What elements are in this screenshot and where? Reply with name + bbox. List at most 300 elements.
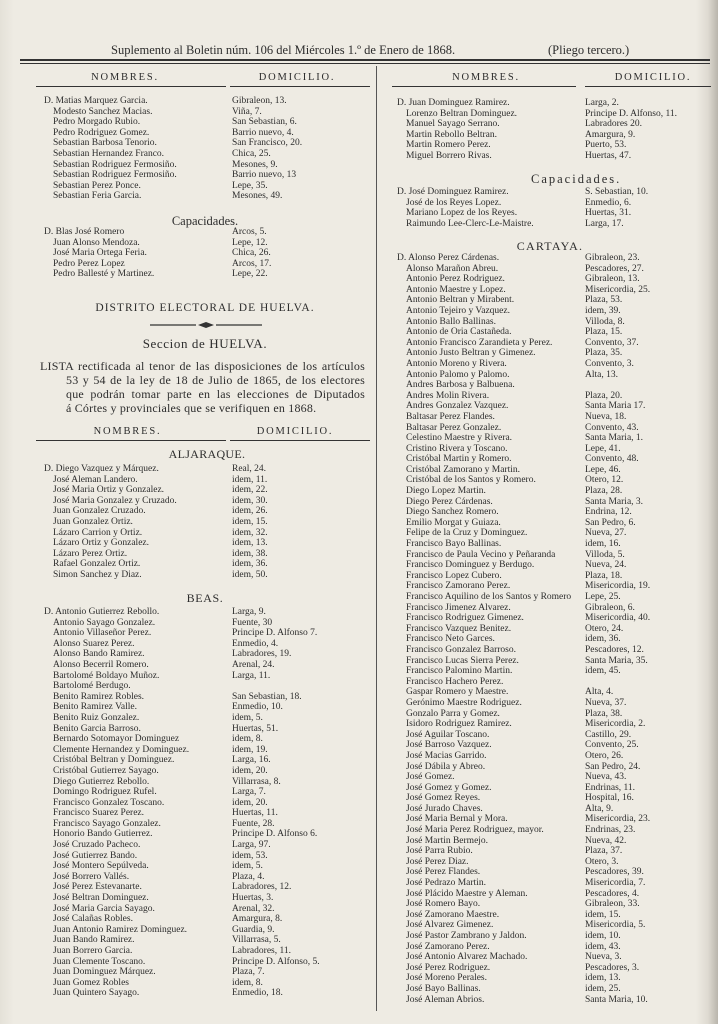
elector-domicile: San Pedro, 6. <box>585 517 636 528</box>
elector-row <box>44 238 362 249</box>
elector-name: Andres Molin Rivera. <box>406 390 490 401</box>
elector-domicile: idem, 22. <box>232 485 268 496</box>
right-domicile-header: DOMICILIO. <box>614 72 692 83</box>
elector-domicile: idem, 43. <box>585 941 621 952</box>
elector-row <box>44 181 362 192</box>
elector-domicile: Huertas, 51. <box>232 723 279 734</box>
elector-domicile: Labradores, 11. <box>232 946 291 956</box>
elector-domicile: Larga, 2. <box>585 98 619 108</box>
elector-domicile: Nueva, 18. <box>585 411 627 422</box>
elector-name: Francisco Zamorano Perez. <box>406 581 511 592</box>
elector-domicile: Principe D. Alfonso, 11. <box>585 108 678 119</box>
left-capacidades-list <box>44 227 362 280</box>
elector-name: José Zamorano Perez. <box>406 941 490 952</box>
elector-name: José Alvarez Gimenez. <box>406 920 494 931</box>
elector-row <box>397 359 715 370</box>
elector-name: Antonio Ballo Ballinas. <box>406 316 496 327</box>
elector-row <box>44 904 362 915</box>
elector-name: Antonio de Oria Castañeda. <box>406 327 512 338</box>
right-names-header-rule <box>392 86 576 87</box>
elector-name: Juan Gomez Robles <box>53 977 129 988</box>
elector-name: Benito Ramirez Robles. <box>53 691 145 702</box>
elector-row <box>397 253 715 264</box>
elector-domicile: idem, 16. <box>585 539 621 550</box>
elector-name: Cristóbal Martin y Romero. <box>406 454 512 465</box>
elector-name: Cristino Rivera y Toscano. <box>406 443 508 454</box>
elector-domicile: Endrina, 12. <box>585 507 632 518</box>
elector-row <box>44 485 362 496</box>
elector-name: Clemente Hernandez y Dominguez. <box>53 744 190 755</box>
elector-row <box>397 219 715 230</box>
elector-name: Cristóbal Zamorano y Martin. <box>406 464 520 475</box>
elector-domicile: Huertas, 31. <box>585 208 632 219</box>
elector-row <box>397 391 715 402</box>
elector-row <box>397 198 715 209</box>
elector-domicile: Larga, 7. <box>232 787 266 798</box>
elector-row <box>397 677 715 688</box>
elector-name: Antonio Maestre y Lopez. <box>406 284 506 295</box>
elector-row <box>397 793 715 804</box>
elector-name: Baltasar Perez Gonzalez. <box>406 422 502 433</box>
elector-row <box>397 878 715 889</box>
elector-row <box>44 745 362 756</box>
elector-row <box>397 867 715 878</box>
elector-domicile: Misericordia, 7. <box>585 878 646 889</box>
elector-row <box>397 317 715 328</box>
elector-domicile: idem, 8. <box>232 734 263 745</box>
elector-row <box>44 96 362 107</box>
elector-domicile: Lepe, 25. <box>585 592 621 602</box>
elector-row <box>397 119 715 130</box>
elector-name: Juan Dominguez Márquez. <box>53 967 156 978</box>
elector-name: Francisco Lucas Sierra Perez. <box>406 655 519 666</box>
elector-domicile: idem, 13. <box>585 973 621 984</box>
elector-row <box>397 539 715 550</box>
elector-domicile: Labradores, 12. <box>232 882 292 893</box>
elector-row <box>44 946 362 957</box>
elector-row <box>397 814 715 825</box>
elector-name: Diego Perez Cárdenas. <box>406 496 493 507</box>
elector-row <box>44 248 362 259</box>
elector-domicile: Plaza, 18. <box>585 570 623 581</box>
elector-name: José Perez Estevanarte. <box>53 882 142 893</box>
elector-row <box>397 518 715 529</box>
elector-name: Antonio Palomo y Palomo. <box>406 369 510 380</box>
elector-row <box>397 130 715 141</box>
left-names-header-rule <box>36 86 226 87</box>
elector-domicile: Endrinas, 23. <box>585 825 636 836</box>
elector-name: Francisco Jimenez Alvarez. <box>406 602 511 613</box>
elector-domicile: Guardia, 9. <box>232 924 275 935</box>
elector-row <box>397 264 715 275</box>
elector-domicile: Hospital, 16. <box>585 793 634 804</box>
elector-name: Domingo Rodriguez Rufel. <box>53 787 157 798</box>
elector-name: Martin Romero Perez. <box>406 140 491 151</box>
elector-row <box>44 517 362 528</box>
elector-domicile: idem, 19. <box>232 744 268 755</box>
elector-domicile: Otero, 3. <box>585 856 619 867</box>
elector-name: Francisco Hachero Perez. <box>406 676 504 687</box>
elector-name: Lorenzo Beltran Dominguez. <box>406 108 518 119</box>
elector-row <box>44 671 362 682</box>
elector-domicile: Chica, 25. <box>232 148 271 159</box>
elector-domicile: Larga, 11. <box>232 670 271 681</box>
elector-domicile: Larga, 17. <box>585 218 624 229</box>
elector-name: Lázaro Perez Ortiz. <box>53 548 128 559</box>
elector-domicile: Misericordia, 23. <box>585 814 651 825</box>
elector-row <box>44 829 362 840</box>
elector-domicile: idem, 45. <box>585 666 621 677</box>
elector-name: Gaspar Romero y Maestre. <box>406 687 509 698</box>
elector-row <box>397 528 715 539</box>
elector-name: Mariano Lopez de los Reyes. <box>406 208 518 219</box>
elector-row <box>44 734 362 745</box>
elector-name: Antonio Villaseñor Perez. <box>53 628 152 639</box>
elector-domicile: Lepe, 35. <box>232 180 268 191</box>
elector-domicile: Gibraleon, 23. <box>585 253 640 263</box>
elector-name: Cristóbal de los Santos y Romero. <box>406 475 536 486</box>
elector-name: José Pedrazo Martin. <box>406 878 486 889</box>
elector-domicile: Gibraleon, 13. <box>585 274 640 285</box>
elector-name: Rafael Gonzalez Ortiz. <box>53 559 141 570</box>
elector-name: Modesto Sanchez Macias. <box>53 106 153 117</box>
elector-row <box>44 570 362 581</box>
elector-name: Emilio Morgat y Guiaza. <box>406 517 501 528</box>
elector-row <box>397 825 715 836</box>
elector-name: Pedro Rodriguez Gomez. <box>53 127 150 138</box>
elector-name: Antonio Sayago Gonzalez. <box>53 617 156 628</box>
cartaya-title: CARTAYA. <box>516 239 584 253</box>
elector-row <box>44 559 362 570</box>
elector-domicile: idem, 5. <box>232 712 263 723</box>
elector-name: Sebastian Perez Ponce. <box>53 180 141 191</box>
elector-name: D. José Dominguez Ramirez. <box>397 187 509 197</box>
elector-domicile: Convento, 48. <box>585 454 639 465</box>
elector-row <box>397 963 715 974</box>
elector-name: Lázaro Ortiz y Gonzalez. <box>53 538 150 549</box>
elector-name: Francisco Neto Garces. <box>406 634 495 645</box>
elector-row <box>44 893 362 904</box>
elector-name: Benito Ramirez Valle. <box>53 702 137 713</box>
elector-name: Sebastian Rodriguez Fermosiño. <box>53 170 177 181</box>
beas-title: BEAS. <box>186 591 224 605</box>
elector-row <box>44 170 362 181</box>
elector-row <box>397 507 715 518</box>
left-domicile-header-2: DOMICILIO. <box>256 426 334 437</box>
elector-name: José Martin Bermejo. <box>406 835 489 846</box>
left-capacidades-title: Capacidades. <box>171 214 239 228</box>
elector-name: Cristóbal Beltran y Dominguez. <box>53 755 175 766</box>
elector-domicile: Villarrasa, 8. <box>232 776 281 787</box>
elector-name: D. Alonso Perez Cárdenas. <box>397 253 500 263</box>
elector-name: Juan Gonzalez Ortiz. <box>53 516 133 527</box>
elector-name: Juan Antonio Ramirez Dominguez. <box>53 924 188 935</box>
elector-name: Gonzalo Parra y Gomez. <box>406 708 500 719</box>
elector-row <box>397 412 715 423</box>
elector-name: Francisco Suarez Perez. <box>53 808 145 819</box>
ornament-rule <box>150 321 262 329</box>
elector-name: Raimundo Lee-Clerc-Le-Maistre. <box>406 218 534 229</box>
left-electors-list <box>44 96 362 202</box>
elector-domicile: Pescadores, 3. <box>585 962 640 973</box>
elector-domicile: Enmedio, 10. <box>232 702 283 713</box>
elector-domicile: Endrinas, 11. <box>585 782 636 793</box>
notice-line: LISTA rectificada al tenor de las disposiciones de los artículos <box>40 359 365 373</box>
elector-row <box>44 882 362 893</box>
elector-domicile: Lepe, 41. <box>585 443 621 454</box>
elector-domicile: Mesones, 9. <box>232 159 278 170</box>
elector-row <box>44 777 362 788</box>
elector-domicile: Santa Maria, 35. <box>585 655 648 666</box>
elector-domicile: Principe D. Alfonso, 5. <box>232 956 320 967</box>
elector-row <box>397 581 715 592</box>
elector-row <box>44 755 362 766</box>
elector-name: Lázaro Carrion y Ortiz. <box>53 527 143 538</box>
elector-name: José Dábila y Abreo. <box>406 761 486 772</box>
elector-row <box>397 401 715 412</box>
elector-row <box>397 719 715 730</box>
elector-row <box>44 259 362 270</box>
elector-domicile: Lepe, 46. <box>585 464 621 475</box>
elector-row <box>397 973 715 984</box>
elector-row <box>397 687 715 698</box>
elector-row <box>44 978 362 989</box>
supplement-title: Suplemento al Boletin núm. 106 del Miércoles 1.º de Enero de 1868. <box>111 43 456 57</box>
elector-row <box>44 681 362 692</box>
notice-line: á Córtes y provinciales que se verifiquen en 1868. <box>66 401 317 415</box>
elector-row <box>44 808 362 819</box>
district-title: DISTRITO ELECTORAL DE HUELVA. <box>95 302 315 314</box>
elector-domicile: Misericordia, 25. <box>585 284 651 295</box>
elector-name: Alonso Marañon Abreu. <box>406 263 499 274</box>
elector-name: D. Diego Vazquez y Márquez. <box>44 464 159 474</box>
elector-domicile: idem, 10. <box>585 931 621 941</box>
elector-row <box>44 128 362 139</box>
elector-row <box>44 914 362 925</box>
elector-domicile: Enmedio, 4. <box>232 638 279 649</box>
elector-row <box>397 857 715 868</box>
elector-domicile: Convento, 37. <box>585 337 639 348</box>
elector-name: Francisco Sayago Gonzalez. <box>53 818 161 829</box>
elector-domicile: idem, 30. <box>232 495 268 506</box>
elector-name: José Maria Garcia Sayago. <box>53 903 155 914</box>
elector-row <box>44 660 362 671</box>
aljaraque-list <box>44 464 362 581</box>
right-capacidades-list <box>397 187 715 229</box>
elector-row <box>397 709 715 720</box>
right-names-header: NOMBRES. <box>452 72 520 83</box>
elector-name: Francisco Bayo Ballinas. <box>406 539 502 550</box>
elector-name: Juan Bando Ramirez. <box>53 935 135 946</box>
section-title: Seccion de HUELVA. <box>142 336 268 351</box>
column-divider <box>376 66 377 1011</box>
elector-name: Antonio Justo Beltran y Gimenez. <box>406 348 536 359</box>
elector-row <box>397 952 715 963</box>
elector-row <box>44 713 362 724</box>
elector-domicile: Enmedio, 6. <box>585 197 632 208</box>
elector-name: José Pastor Zambrano y Jaldon. <box>406 931 527 941</box>
elector-name: Francisco Palomino Martin. <box>406 666 513 677</box>
elector-name: José de los Reyes Lopez. <box>406 197 502 208</box>
elector-domicile: Puerto, 53. <box>585 140 627 151</box>
elector-row <box>397 151 715 162</box>
elector-name: Sebastian Barbosa Tenorio. <box>53 138 157 149</box>
elector-name: Pedro Morgado Rubio. <box>53 117 141 128</box>
elector-domicile: Pescadores, 39. <box>585 867 644 878</box>
elector-name: José Maria Ortiz y Gonzalez. <box>53 485 165 496</box>
elector-name: Benito Garcia Barroso. <box>53 723 141 734</box>
elector-domicile: Santa Maria 17. <box>585 401 646 412</box>
elector-name: Juan Alonso Mendoza. <box>53 237 140 248</box>
elector-domicile: Convento, 25. <box>585 740 639 751</box>
elector-name: José Gutierrez Bando. <box>53 850 138 861</box>
elector-name: Benito Ruiz Gonzalez. <box>53 712 140 723</box>
elector-row <box>44 935 362 946</box>
elector-domicile: Nueva, 43. <box>585 772 627 783</box>
elector-row <box>397 995 715 1006</box>
elector-name: Alonso Suarez Perez. <box>53 638 135 649</box>
elector-name: Francisco Vazquez Benitez. <box>406 623 512 634</box>
elector-domicile: San Pedro, 24. <box>585 761 641 772</box>
elector-name: Juan Borrero Garcia. <box>53 946 133 956</box>
elector-row <box>44 819 362 830</box>
elector-domicile: Principe D. Alfonso 6. <box>232 829 318 840</box>
elector-name: Sebastian Rodriguez Fermosiño. <box>53 159 177 170</box>
elector-row <box>397 380 715 391</box>
elector-domicile: idem, 32. <box>232 527 268 538</box>
elector-name: Sebastian Feria Garcia. <box>53 191 142 202</box>
elector-domicile: Convento, 43. <box>585 422 639 433</box>
elector-row <box>44 607 362 618</box>
elector-row <box>44 107 362 118</box>
elector-row <box>397 698 715 709</box>
elector-name: José Perez Diaz. <box>406 856 469 867</box>
elector-row <box>397 550 715 561</box>
elector-domicile: Villarrasa, 5. <box>232 935 281 946</box>
elector-row <box>397 762 715 773</box>
left-names-header: NOMBRES. <box>91 72 159 83</box>
elector-domicile: San Sebastian, 18. <box>232 691 302 702</box>
elector-row <box>44 957 362 968</box>
elector-domicile: idem, 8. <box>232 977 263 988</box>
elector-domicile: Gibraleon, 6. <box>585 602 635 613</box>
elector-name: José Beltran Dominguez. <box>53 893 149 904</box>
elector-domicile: Nueva, 27. <box>585 528 627 539</box>
elector-row <box>397 454 715 465</box>
elector-domicile: Alta, 13. <box>585 369 618 380</box>
elector-name: Diego Lopez Martin. <box>406 486 486 497</box>
elector-row <box>44 967 362 978</box>
elector-domicile: Misericordia, 40. <box>585 613 651 624</box>
elector-name: Juan Gonzalez Cruzado. <box>53 506 146 517</box>
elector-name: D. Juan Dominguez Ramirez. <box>397 98 510 108</box>
elector-row <box>44 475 362 486</box>
elector-name: José Zamorano Maestre. <box>406 909 500 920</box>
elector-name: Antonio Tejeiro y Vazquez. <box>406 305 510 316</box>
elector-domicile: idem, 39. <box>585 305 621 316</box>
elector-row <box>397 423 715 434</box>
elector-row <box>44 269 362 280</box>
elector-name: José Plácido Maestre y Aleman. <box>406 888 528 899</box>
elector-row <box>44 464 362 475</box>
elector-name: José Montero Sepúlveda. <box>53 861 149 872</box>
elector-name: Alonso Bando Ramirez. <box>53 649 145 660</box>
elector-name: Juan Quintero Sayago. <box>53 988 140 999</box>
elector-name: José Bayo Ballinas. <box>406 983 481 994</box>
elector-name: Antonio Moreno y Rivera. <box>406 358 507 369</box>
elector-domicile: Larga, 9. <box>232 607 266 617</box>
elector-row <box>397 740 715 751</box>
elector-domicile: Lepe, 12. <box>232 237 268 248</box>
elector-name: Pedro Perez Lopez <box>53 258 125 269</box>
elector-domicile: Misericordia, 2. <box>585 719 646 730</box>
elector-domicile: Arcos, 17. <box>232 258 272 269</box>
elector-domicile: Plaza, 37. <box>585 846 623 857</box>
elector-row <box>44 149 362 160</box>
elector-name: José Borrero Vallés. <box>53 871 130 882</box>
elector-name: José Maria Bernal y Mora. <box>406 814 508 825</box>
elector-name: D. Matias Marquez Garcia. <box>44 96 148 106</box>
elector-row <box>397 751 715 762</box>
left-names-header-2-rule <box>36 440 226 441</box>
elector-row <box>397 889 715 900</box>
elector-domicile: Amargura, 8. <box>232 914 283 925</box>
elector-domicile: Plaza, 35. <box>585 348 623 359</box>
header-rule-thin <box>20 63 710 64</box>
notice-line: 53 y 54 de la ley de 18 de Julio de 1865, de los electores <box>66 373 365 387</box>
elector-name: Antonio Francisco Zarandieta y Perez. <box>406 337 553 348</box>
elector-row <box>44 191 362 202</box>
elector-name: José Maria Ortega Feria. <box>53 248 147 259</box>
elector-row <box>397 942 715 953</box>
elector-name: José Antonio Alvarez Machado. <box>406 952 528 963</box>
elector-row <box>44 496 362 507</box>
elector-domicile: Santa Maria, 1. <box>585 433 644 444</box>
elector-domicile: Alta, 9. <box>585 803 614 814</box>
elector-domicile: idem, 11. <box>232 474 268 485</box>
elector-name: José Romero Bayo. <box>406 899 481 910</box>
elector-domicile: Otero, 26. <box>585 750 624 761</box>
elector-row <box>397 931 715 942</box>
elector-name: Francisco de Paula Vecino y Peñaranda <box>406 549 556 560</box>
elector-name: Francisco Rodriguez Gimenez. <box>406 613 524 624</box>
elector-domicile: Pescadores, 12. <box>585 644 644 655</box>
elector-row <box>397 338 715 349</box>
elector-domicile: Plaza, 4. <box>232 871 265 882</box>
elector-domicile: Villoda, 5. <box>585 549 625 560</box>
elector-domicile: Arenal, 32. <box>232 903 275 914</box>
elector-domicile: Amargura, 9. <box>585 129 636 140</box>
elector-row <box>397 666 715 677</box>
elector-name: Andres Barbosa y Balbuena. <box>406 380 515 391</box>
notice-line: que podrán tomar parte en las elecciones de Diputados <box>66 387 365 401</box>
elector-domicile: Misericordia, 19. <box>585 581 651 592</box>
elector-domicile: San Francisco, 20. <box>232 138 303 149</box>
elector-domicile: Larga, 16. <box>232 755 271 766</box>
elector-name: José Jurado Chaves. <box>406 803 483 814</box>
elector-domicile: idem, 38. <box>232 548 268 559</box>
elector-row <box>397 497 715 508</box>
elector-row <box>397 560 715 571</box>
elector-domicile: Otero, 24. <box>585 623 624 634</box>
elector-name: Celestino Maestre y Rivera. <box>406 433 513 444</box>
elector-domicile: Mesones, 49. <box>232 191 283 202</box>
elector-row <box>397 645 715 656</box>
elector-name: Bartolomé Berdugo. <box>53 681 131 692</box>
elector-row <box>44 649 362 660</box>
elector-name: Diego Gutierrez Rebollo. <box>53 776 150 787</box>
elector-domicile: Barrio nuevo, 4. <box>232 127 294 138</box>
